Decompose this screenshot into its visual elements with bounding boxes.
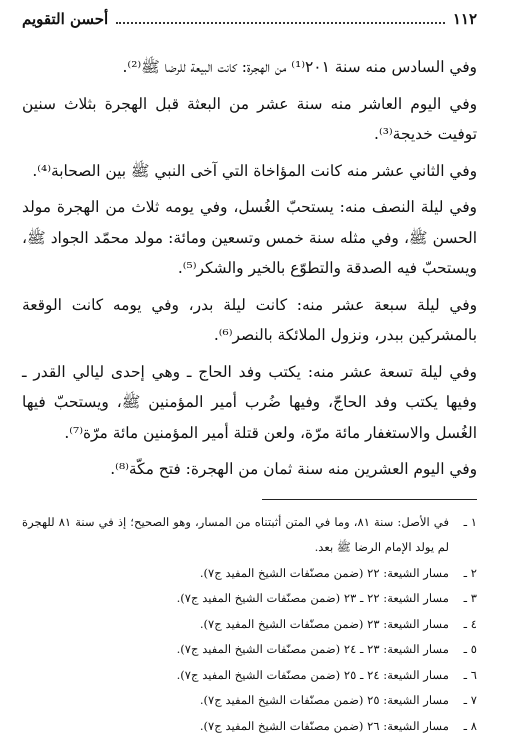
book-title: أحسن التقويم	[22, 10, 109, 28]
footnote-number: ٨ ـ	[463, 718, 477, 733]
footnote-text: مسار الشيعة: ٢٣ ـ ٢٤ (ضمن مصنّفات الشيخ المفيد ج٧).	[176, 642, 449, 656]
paragraph: وفي السادس منه سنة ٢٠١⁽¹⁾ من الهجرة: كانت البيعة للرضا ﷺ⁽²⁾.	[122, 58, 477, 76]
footnote-number: ٣ ـ	[463, 591, 477, 605]
paragraph: وفي ليلة سبعة عشر منه: كانت ليلة بدر، وفي يومه كانت الوقعة بالمشركين ببدر، ونزول الملائكة بالنصر⁽⁶⁾.	[22, 295, 477, 344]
footnote-item	[22, 714, 477, 740]
footnote-item	[22, 612, 477, 638]
footnotes	[22, 510, 477, 740]
book-page	[22, 10, 477, 739]
footnote-text: مسار الشيعة: ٢٢ ـ ٢٣ (ضمن مصنّفات الشيخ المفيد ج٧).	[176, 591, 449, 605]
paragraph: وفي ليلة النصف منه: يستحبّ الغُسل، وفي يومه ثلاث من الهجرة مولد الحسن ﷺ، وفي مثله سنة خمس وتسعين ومائة: مولد محمّد الجواد ﷺ، ويستحبّ فيه الصدقة والتطوّع بالخير والشكر⁽⁵⁾.	[22, 198, 477, 277]
paragraph: وفي ليلة تسعة عشر منه: يكتب وفد الحاج ـ وهي إحدى ليالي القدر ـ وفيها يكتب وفد الحاجّ، وفيها ضُرب أمير المؤمنين ﷺ، ويستحبّ فيها الغُسل والاستغفار مائة مرّة، ولعن قتلة أمير المؤمنين مائة مرّة⁽⁷⁾.	[22, 362, 477, 442]
running-header	[22, 10, 477, 36]
footnote-divider	[262, 499, 477, 500]
footnote-text: في الأصل: سنة ٨١، وما في المتن أثبتناه من المسار، وهو الصحيح؛ إذ في سنة ٨١ للهجرة لم يولد الإمام الرضا ﷺ بعد.	[22, 514, 450, 554]
footnote-item	[22, 561, 477, 587]
footnote-text: مسار الشيعة: ٢٣ (ضمن مصنّفات الشيخ المفيد ج٧).	[199, 616, 449, 631]
footnote-text: مسار الشيعة: ٢٥ (ضمن مصنّفات الشيخ المفيد ج٧).	[199, 693, 449, 707]
page-number: ١١٢	[452, 10, 477, 28]
footnote-number: ٦ ـ	[463, 667, 477, 682]
footnote-text: مسار الشيعة: ٢٦ (ضمن مصنّفات الشيخ المفيد ج٧).	[199, 718, 449, 733]
footnote-number: ٤ ـ	[463, 616, 477, 631]
paragraph: وفي الثاني عشر منه كانت المؤاخاة التي آخى النبي ﷺ بين الصحابة⁽⁴⁾.	[32, 161, 477, 180]
paragraph: وفي اليوم العشرين منه سنة ثمان من الهجرة: فتح مكّة⁽⁸⁾.	[110, 460, 477, 478]
footnote-item	[22, 586, 477, 612]
footnote-item	[22, 510, 477, 561]
footnote-number: ١ ـ	[463, 514, 477, 529]
footnote-text: مسار الشيعة: ٢٤ ـ ٢٥ (ضمن مصنّفات الشيخ المفيد ج٧).	[176, 667, 449, 682]
paragraph: وفي اليوم العاشر منه سنة عشر من البعثة قبل الهجرة بثلاث سنين توفيت خديجة⁽³⁾.	[22, 94, 477, 143]
footnote-item	[22, 663, 477, 689]
main-text	[22, 52, 477, 485]
footnote-item	[22, 688, 477, 714]
footnote-number: ٢ ـ	[463, 565, 477, 580]
footnote-item	[22, 637, 477, 663]
footnote-text: مسار الشيعة: ٢٢ (ضمن مصنّفات الشيخ المفيد ج٧).	[199, 565, 449, 580]
footnote-number: ٥ ـ	[463, 642, 477, 656]
footnote-number: ٧ ـ	[463, 693, 477, 707]
header-dot-leader	[116, 22, 445, 24]
